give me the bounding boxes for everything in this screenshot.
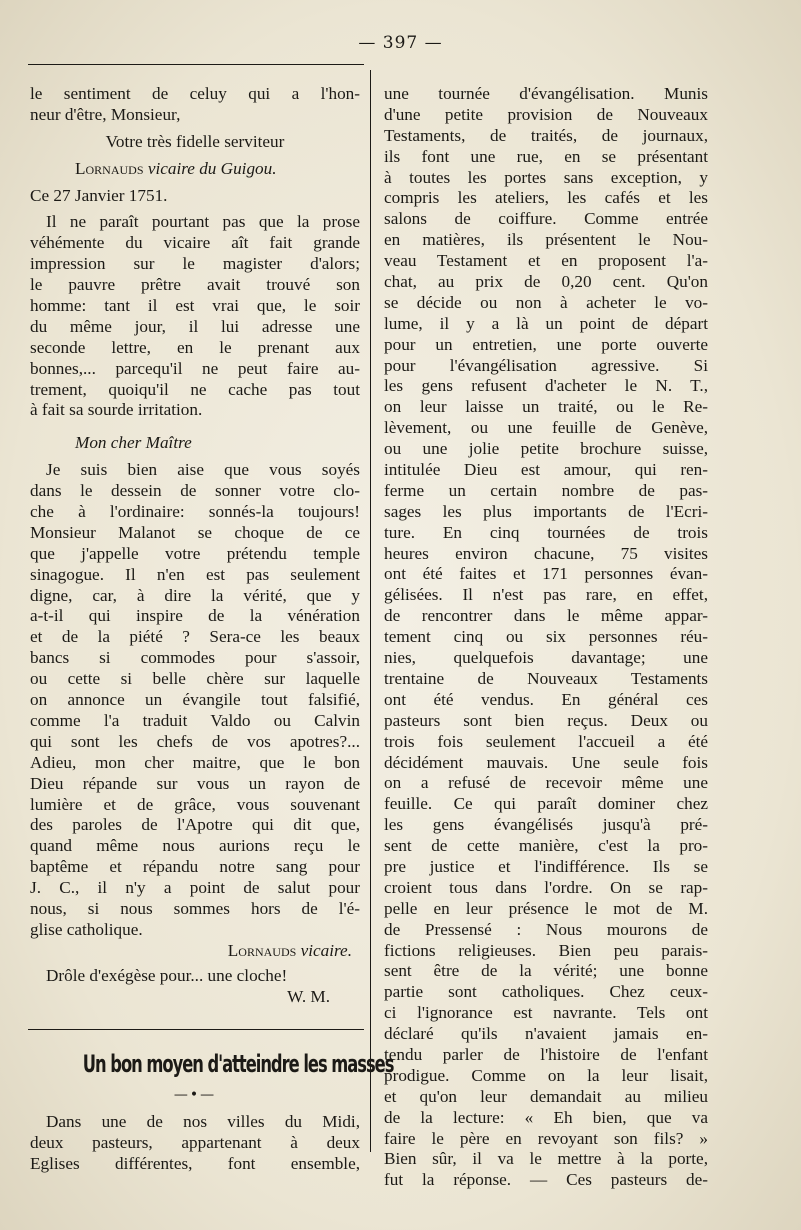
letter-signature xyxy=(30,159,360,180)
text-line: Monsieur Malanot se choque de ce xyxy=(30,522,360,542)
text-line: Testaments, de traités, de journaux, xyxy=(384,125,708,145)
signature-name: Lornauds xyxy=(227,940,297,960)
text-line: et de la piété ? Sera-ce les beaux xyxy=(30,627,360,647)
text-line: pre justice et l'indifférence. Ils se xyxy=(384,856,708,876)
text-line: pasteurs sont bien reçus. Deux ou xyxy=(384,710,708,730)
text-line: intitulée Dieu est amour, qui ren- xyxy=(384,460,708,480)
text-line: fut la réponse. — Ces pasteurs de- xyxy=(384,1170,708,1190)
text-line: sinagogue. Il n'en est pas seulement xyxy=(30,564,360,584)
section-title: Un bon moyen d'atteindre les masses xyxy=(82,1050,394,1079)
text-line: se décide ou non à acheter le vo- xyxy=(384,292,708,312)
text-line: ferme un certain nombre de pas- xyxy=(384,480,708,500)
column-divider xyxy=(370,70,371,1152)
text-line: ou une jolie petite brochure suisse, xyxy=(384,439,708,459)
narration-paragraph xyxy=(30,212,360,421)
text-line: Bien sûr, il va le mettre à la porte, xyxy=(384,1149,708,1169)
text-line: neur d'être, Monsieur, xyxy=(30,104,181,124)
text-line: lumière et de grâce, vous souvenant xyxy=(30,794,360,814)
text-line: Dans une de nos villes du Midi, xyxy=(46,1112,360,1132)
text-line: lèvement, ou une feuille de Genève, xyxy=(384,418,708,438)
text-line: nous, si nous sommes hors de l'é- xyxy=(30,898,360,918)
text-line: ont été vendus. En général ces xyxy=(384,689,708,709)
ornament-glyph: —•— xyxy=(173,1087,217,1104)
letter-body xyxy=(30,460,360,940)
text-line: Je suis bien aise que vous soyés xyxy=(46,460,360,480)
text-line: digne, car, à dire la vérité, que y xyxy=(30,585,360,605)
text-line: à fait sa sourde irritation. xyxy=(30,400,203,420)
text-line: dans le dessein de sonner votre clo- xyxy=(30,481,360,501)
text-line: on annonce un évangile tout falsifié, xyxy=(30,690,360,710)
text-line: glise catholique. xyxy=(30,919,143,939)
text-line: de la lecture: « Eh bien, que va xyxy=(384,1107,708,1127)
text-line: Eglises différentes, font ensemble, xyxy=(30,1154,360,1174)
text-line: bancs si commodes pour s'assoir, xyxy=(30,648,360,668)
text-line: tement cinq ou six personnes réu- xyxy=(384,627,708,647)
text-line: chat, au prix de 0,20 cent. Qu'on xyxy=(384,272,708,292)
text-line: sent de cette manière, c'est la pro- xyxy=(384,836,708,856)
letter-valediction: Votre très fidelle serviteur xyxy=(105,131,285,151)
text-line: Dieu répande sur vous un rayon de xyxy=(30,773,360,793)
text-line: sent être de la vérité; une bonne xyxy=(384,961,708,981)
signature-title: vicaire. xyxy=(300,940,352,960)
text-line: de rencontrer dans le même appar- xyxy=(384,606,708,626)
text-line: décidément mauvais. Une seule fois xyxy=(384,752,708,772)
text-line: de Pressensé : Nous mourons de xyxy=(384,919,708,939)
header-rule xyxy=(28,64,364,65)
text-line: faire le père en revoyant son fils? » xyxy=(384,1128,708,1148)
signature-name: Lornauds xyxy=(75,158,144,178)
text-line: gélisées. Il n'est pas rare, en effet, xyxy=(384,585,708,605)
text-line: à toutes les portes sans exception, y xyxy=(384,167,708,187)
text-line: tendu parler de l'histoire de l'enfant xyxy=(384,1044,708,1064)
text-line: lume, il y a là un point de départ xyxy=(384,313,708,333)
text-line: trois fois seulement l'accueil a été xyxy=(384,731,708,751)
text-line: heures environ chacune, 75 visites xyxy=(384,543,708,563)
letter-date: Ce 27 Janvier 1751. xyxy=(30,185,168,205)
text-line: salons de coiffure. Comme entrée xyxy=(384,209,708,229)
text-line: trement, quoiqu'il ne cache pas tout xyxy=(30,379,360,399)
text-line: qui sont les chefs de vos apotres?... xyxy=(30,731,360,751)
letter-salutation: Mon cher Maître xyxy=(75,433,192,453)
text-line: les gens évangélisés jusqu'à pré- xyxy=(384,815,708,835)
text-line: on leur laisse un traité, ou le Re- xyxy=(384,397,708,417)
text-line: sages les plus importants de l'Ecri- xyxy=(384,501,708,521)
text-line: on a refusé de recevoir même une xyxy=(384,773,708,793)
text-line: baptême et répandu notre sang pour xyxy=(30,857,360,877)
text-line: comme l'a traduit Valdo ou Calvin xyxy=(30,710,360,730)
text-line: des paroles de l'Apotre qui dit que, xyxy=(30,815,360,835)
text-line: deux pasteurs, appartenant à deux xyxy=(30,1133,360,1153)
text-line: ils font une rue, en se présentant xyxy=(384,146,708,166)
text-line: a-t-il qui inspire de la vénération xyxy=(30,606,360,626)
text-line: du même jour, il lui adresse une xyxy=(30,316,360,336)
text-line: pour un entretien, une porte ouverte xyxy=(384,334,708,354)
text-line: ont été faites et 171 personnes évan- xyxy=(384,564,708,584)
text-line: seconde lettre, en le prenant aux xyxy=(30,337,360,357)
text-line: en matières, ils présentent le Nou- xyxy=(384,230,708,250)
text-line: che à l'ordinaire: sonnés-la toujours! xyxy=(30,502,360,522)
text-line: homme: tant il est vrai que, le soir xyxy=(30,296,360,316)
text-line: ci l'ignorance est navrante. Tels ont xyxy=(384,1003,708,1023)
text-line: Adieu, mon cher maitre, que le bon xyxy=(30,752,360,772)
text-line: véhémente du vicaire aît fait grande xyxy=(30,233,360,253)
text-line: ou cette si belle chère sur laquelle xyxy=(30,669,360,689)
text-line: et qu'on leur demandait au milieu xyxy=(384,1086,708,1106)
text-line: quand même nous aurions reçu le xyxy=(30,836,360,856)
text-line: déclaré qu'ils n'avaient jamais en- xyxy=(384,1024,708,1044)
text-line: une tournée d'évangélisation. Munis xyxy=(384,84,708,103)
right-column xyxy=(384,84,708,1191)
text-line: J. C., il n'y a point de salut pour xyxy=(30,878,360,898)
text-line: trentaine de Nouveaux Testaments xyxy=(384,668,708,688)
letter-signature xyxy=(30,941,360,962)
page-number: — 397 — xyxy=(358,33,443,53)
editor-comment: Drôle d'exégèse pour... une cloche! xyxy=(46,965,288,985)
text-line: feuille. Ce qui paraît dominer chez xyxy=(384,794,708,814)
text-line: pour l'évangélisation agressive. Si xyxy=(384,355,708,375)
text-line: les gens refusent d'acheter le N. T., xyxy=(384,376,708,396)
author-initials: W. M. xyxy=(287,986,330,1006)
text-line: impression sur le magister d'alors; xyxy=(30,254,360,274)
text-line: ture. En cinq tournées de trois xyxy=(384,522,708,542)
text-line: partie sont catholiques. Chez ceux- xyxy=(384,982,708,1002)
text-line: fictions religieuses. Bien peu parais- xyxy=(384,940,708,960)
text-line: le sentiment de celuy qui a l'hon- xyxy=(30,84,360,103)
text-line: Il ne paraît pourtant pas que la prose xyxy=(46,212,360,232)
text-line: le pauvre prêtre avait trouvé son xyxy=(30,275,360,295)
text-line: pelle en leur présence le mot de M. xyxy=(384,898,708,918)
ornament xyxy=(30,1084,360,1106)
text-line: croient tous dans l'ordre. On se rap- xyxy=(384,877,708,897)
left-column xyxy=(30,84,394,1175)
text-line: que j'appelle votre prétendu temple xyxy=(30,543,360,563)
text-line: d'une petite provision de Nouveaux xyxy=(384,104,708,124)
text-line: prodigue. Comme on la leur lisait, xyxy=(384,1065,708,1085)
text-line: bonnes,... parcequ'il ne peut faire au- xyxy=(30,358,360,378)
section-rule xyxy=(28,1029,364,1030)
text-line: nies, quelquefois davantage; une xyxy=(384,648,708,668)
text-line: veau Testament et en proposent l'a- xyxy=(384,251,708,271)
signature-title: vicaire du Guigou. xyxy=(147,158,277,178)
section-intro xyxy=(30,1112,360,1175)
text-line: compris les ateliers, les cafés et les xyxy=(384,188,708,208)
